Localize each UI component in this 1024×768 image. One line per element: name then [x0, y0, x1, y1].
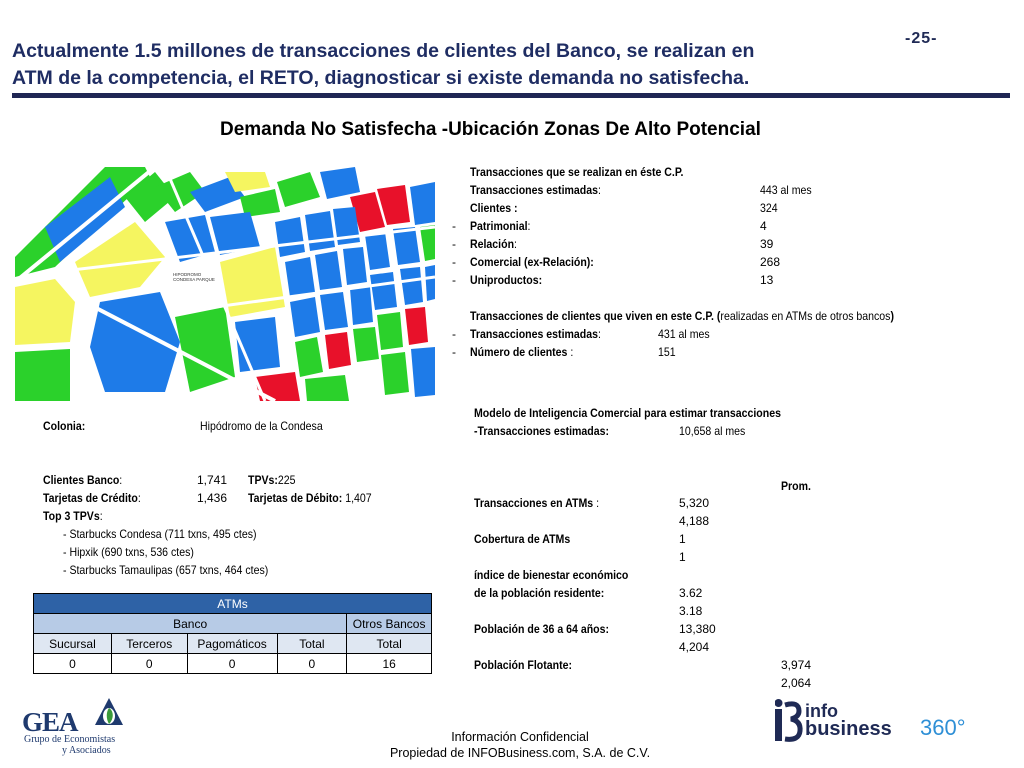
atm-group-banco: Banco: [34, 614, 347, 634]
atm-col-header: Sucursal: [34, 634, 112, 654]
cp-row-dash: -: [452, 255, 456, 269]
map-label: HIPODROMO CONDESA PARQUE: [173, 272, 215, 282]
live-row-value: 151: [658, 345, 676, 359]
live-heading-close: ): [890, 309, 894, 323]
footer: [340, 729, 700, 761]
cp-row-value: 4: [760, 219, 767, 233]
atm-cell: 0: [34, 654, 112, 674]
cp-tx-label: Transacciones estimadas: [470, 183, 598, 197]
model-tx-label: -Transacciones estimadas:: [474, 424, 609, 438]
atm-cell: 16: [347, 654, 432, 674]
live-row-suffix: :: [597, 327, 601, 341]
float-value: 3,974: [781, 658, 812, 672]
welfare-label-2: de la población residente:: [474, 586, 605, 600]
live-heading-normal: realizadas en ATMs de otros bancos: [720, 309, 891, 323]
ib-3-icon: [785, 704, 800, 739]
cp-row-label: Patrimonial: [470, 219, 528, 233]
cp-row-label: Uniproductos:: [470, 273, 543, 287]
atm-col-header: Pagomáticos: [187, 634, 277, 654]
atm-tx-label: Transacciones en ATMs: [474, 496, 594, 510]
live-row-value: 431 al mes: [658, 327, 710, 341]
atm-table-title: ATMs: [34, 594, 432, 614]
infobusiness-logo: [775, 697, 990, 745]
footer-line-2: Propiedad de INFOBusiness.com, S.A. de C.V.: [389, 746, 651, 760]
model-tx-value: 10,658 al mes: [679, 424, 746, 438]
headline-line-1: Actualmente 1.5 millones de transacciones de clientes del Banco, se realizan en: [12, 40, 755, 62]
atm-tx-suffix: :: [593, 496, 600, 510]
atm-group-otros: Otros Bancos: [347, 614, 432, 634]
headline-line-2: ATM de la competencia, el RETO, diagnosticar si existe demanda no satisfecha.: [12, 67, 750, 89]
gea-logo-name: GEA: [22, 707, 78, 737]
tarjetas-suffix: :: [137, 491, 141, 505]
cp-row-dash: -: [452, 273, 456, 287]
cp-row-dash: -: [452, 237, 456, 251]
top-tpv-item: - Starbucks Tamaulipas (657 txns, 464 ctes): [63, 563, 269, 577]
atm-cell: 0: [111, 654, 187, 674]
cp-row-label: Relación: [470, 237, 515, 251]
headline: [12, 38, 912, 92]
tarjetas-value: 1,436: [197, 491, 228, 505]
clientes-label: Clientes Banco: [43, 473, 120, 487]
atm-cell: 0: [277, 654, 347, 674]
ib-business-text: business: [805, 718, 892, 740]
atm-tx-prom: 4,188: [679, 514, 710, 528]
headline-divider: [12, 93, 1010, 98]
zone-map-graphic: [15, 167, 435, 401]
top-tpv-item: - Starbucks Condesa (711 txns, 495 ctes): [63, 527, 257, 541]
float-label: Población Flotante:: [474, 658, 572, 672]
debito-label: Tarjetas de Débito:: [248, 491, 343, 505]
pop-prom: 4,204: [679, 640, 710, 654]
coverage-value: 1: [679, 532, 686, 546]
ib-i-bar-icon: [775, 709, 782, 741]
cp-row-value: 13: [760, 273, 774, 287]
cp-row-dash: -: [452, 219, 456, 233]
welfare-prom: 3.18: [679, 604, 703, 618]
ib-info-text: info: [805, 701, 838, 721]
ib-i-dot-icon: [775, 699, 783, 707]
live-row-label: Número de clientes: [470, 345, 568, 359]
colonia-label: Colonia:: [43, 419, 86, 433]
pop-value: 13,380: [679, 622, 716, 636]
gea-logo: [22, 693, 132, 761]
live-heading-bold: Transacciones de clientes que viven en este C.P. (: [470, 309, 721, 323]
float-prom: 2,064: [781, 676, 812, 690]
tpv-value: 225: [277, 473, 296, 487]
zone-map: [15, 167, 435, 401]
cp-row-suffix: :: [527, 219, 531, 233]
cp-clients-value: 324: [760, 201, 778, 215]
debito-value: 1,407: [342, 491, 372, 505]
gea-logo-sub1: Grupo de Economistas: [24, 734, 116, 745]
footer-line-1: Información Confidencial: [451, 730, 589, 744]
cp-row-label: Comercial (ex-Relación):: [470, 255, 594, 269]
cp-clients-label: Clientes :: [470, 201, 518, 215]
cp-row-value: 39: [760, 237, 774, 251]
cp-tx-value: 443 al mes: [760, 183, 812, 197]
colonia-value: Hipódromo de la Condesa: [200, 419, 323, 433]
section-title: Demanda No Satisfecha -Ubicación Zonas De Alto Potencial: [220, 119, 761, 140]
live-row-dash: -: [452, 327, 456, 341]
live-row-suffix: :: [567, 345, 574, 359]
top-tpv-label: Top 3 TPVs: [43, 509, 100, 523]
page-number: -25-: [905, 30, 938, 47]
atm-cell: 0: [187, 654, 277, 674]
cp-heading: Transacciones que se realizan en éste C.P.: [470, 165, 684, 179]
ib-360-text: 360°: [920, 715, 966, 740]
prom-label: Prom.: [781, 479, 811, 493]
model-heading: Modelo de Inteligencia Comercial para estimar transacciones: [474, 406, 781, 420]
atm-col-header: Total: [347, 634, 432, 654]
atm-col-header: Total: [277, 634, 347, 654]
gea-logo-sub2: y Asociados: [62, 745, 111, 756]
tarjetas-label: Tarjetas de Crédito: [43, 491, 138, 505]
clientes-suffix: :: [119, 473, 123, 487]
cp-row-value: 268: [760, 255, 781, 269]
cp-row-suffix: :: [514, 237, 517, 251]
atm-col-header: Terceros: [111, 634, 187, 654]
atm-tx-value: 5,320: [679, 496, 710, 510]
welfare-value: 3.62: [679, 586, 703, 600]
coverage-label: Cobertura de ATMs: [474, 532, 571, 546]
pop-label: Población de 36 a 64 años:: [474, 622, 609, 636]
top-tpv-suffix: :: [99, 509, 103, 523]
live-row-label: Transacciones estimadas: [470, 327, 598, 341]
top-tpv-item: - Hipxik (690 txns, 536 ctes): [63, 545, 194, 559]
welfare-label-1: índice de bienestar económico: [474, 568, 629, 582]
atm-table: [33, 593, 432, 674]
coverage-prom: 1: [679, 550, 686, 564]
gea-mark-icon: [94, 697, 124, 727]
clientes-value: 1,741: [197, 473, 228, 487]
tpv-label: TPVs:: [248, 473, 278, 487]
live-row-dash: -: [452, 345, 456, 359]
